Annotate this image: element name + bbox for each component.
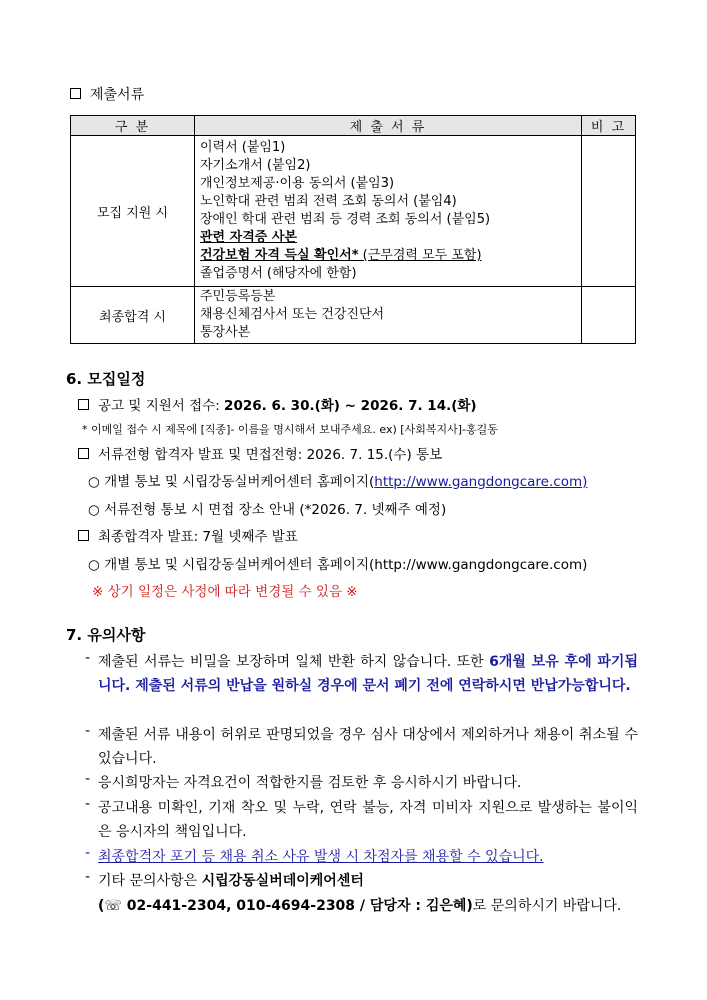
schedule-subitem-final-notice: ○ 개별 통보 및 시립강동실버케어센터 홈페이지(http://www.gangdongcare.com) (88, 557, 588, 573)
homepage-link[interactable]: http://www.gangdongcare.com) (374, 474, 588, 490)
application-label: 공고 및 지원서 접수: (98, 398, 225, 414)
bullet-dash: - (85, 845, 91, 861)
bullet-dash: - (85, 723, 91, 739)
schedule-subitem-notice (88, 470, 587, 490)
email-note: * 이메일 접수 시 제목에 [직종]- 이름을 명시해서 보내주세요. ex) [사회복지사]-홍길동 (82, 423, 498, 436)
document-item: 노인학대 관련 범죄 전력 조회 동의서 (붙임4) (200, 194, 457, 209)
document-item: 졸업증명서 (해당자에 한함) (200, 266, 357, 281)
remarks-cell (582, 136, 636, 287)
category-cell: 최종합격 시 (71, 287, 195, 344)
document-item-suffix: (근무경력 모두 포함) (358, 248, 482, 263)
note-highlight: 6개월 보유 후에 파기됩니다. 제출된 서류의 반납을 원하실 경우에 문서 폐기 전에 연락하시면 반납가능합니다. (98, 654, 638, 694)
document-item: 채용신체검사서 또는 건강진단서 (200, 307, 385, 322)
note-item-inquiry (98, 869, 638, 893)
submission-title-text: 제출서류 (90, 87, 145, 103)
note-item-documents (98, 650, 638, 698)
header-documents: 제 출 서 류 (195, 116, 582, 136)
table-row (71, 287, 636, 344)
document-item: 주민등록등본 (200, 289, 276, 304)
note-item-responsibility: 공고내용 미확인, 기재 착오 및 누락, 연락 불능, 자격 미비자 지원으로 발생하는 불이익은 응시자의 책임입니다. (98, 800, 638, 840)
remarks-cell (582, 287, 636, 344)
document-screening-text: 서류전형 합격자 발표 및 면접전형: 2026. 7. 15.(수) 통보 (98, 447, 443, 463)
checkbox-square-icon (78, 448, 89, 459)
bullet-dash: - (85, 771, 91, 787)
schedule-item-final (78, 525, 298, 545)
table-header-row (71, 116, 636, 136)
documents-cell (195, 136, 582, 287)
document-item: 이력서 (붙임1) (200, 140, 286, 155)
document-item: 통장사본 (200, 325, 251, 340)
contact-line (98, 894, 638, 918)
note-item-false-info: 제출된 서류 내용이 허위로 판명되었을 경우 심사 대상에서 제외하거나 채용이 취소될 수 있습니다. (98, 727, 638, 767)
contact-text: 로 문의하시기 바랍니다. (472, 898, 622, 914)
document-item-bold: 건강보험 자격 득실 확인서* (200, 248, 359, 263)
schedule-item-application (78, 394, 477, 414)
schedule-item-document-screening (78, 443, 442, 463)
table-row (71, 136, 636, 287)
note-text: 기타 문의사항은 (98, 873, 202, 889)
submission-table (70, 115, 636, 344)
application-dates: 2026. 6. 30.(화) ~ 2026. 7. 14.(화) (224, 398, 477, 414)
note-item-eligibility: 응시희망자는 자격요건이 적합한지를 검토한 후 응시하시기 바랍니다. (98, 775, 522, 791)
notes-heading: 7. 유의사항 (66, 626, 146, 644)
schedule-subitem-interview: ○ 서류전형 통보 시 면접 장소 안내 (*2026. 7. 넷째주 예정) (88, 502, 447, 518)
center-name: 시립강동실버데이케어센터 (201, 873, 364, 889)
header-category: 구 분 (71, 116, 195, 136)
bullet-dash: - (85, 796, 91, 812)
schedule-heading: 6. 모집일정 (66, 370, 146, 388)
schedule-caution: ※ 상기 일정은 사정에 따라 변경될 수 있음 ※ (92, 584, 358, 600)
document-item: 개인정보제공·이용 동의서 (붙임3) (200, 176, 395, 191)
checkbox-square-icon (70, 88, 81, 99)
header-remarks: 비 고 (582, 116, 636, 136)
category-cell: 모집 지원 시 (71, 136, 195, 287)
document-item: 자기소개서 (붙임2) (200, 158, 311, 173)
documents-cell (195, 287, 582, 344)
final-announcement-text: 최종합격자 발표: 7월 넷째주 발표 (98, 529, 298, 545)
checkbox-square-icon (78, 399, 89, 410)
document-item: 관련 자격증 사본 (200, 230, 297, 245)
checkbox-square-icon (78, 530, 89, 541)
submission-title (70, 84, 144, 104)
document-item (200, 247, 581, 265)
bullet-dash: - (85, 650, 91, 666)
note-text: 제출된 서류는 비밀을 보장하며 일체 반환 하지 않습니다. 또한 (98, 654, 490, 670)
document-item: 장애인 학대 관련 범죄 등 경력 조회 동의서 (붙임5) (200, 212, 491, 227)
bullet-dash: - (85, 869, 91, 885)
note-item-alternate: 최종합격자 포기 등 채용 취소 사유 발생 시 차점자를 채용할 수 있습니다. (98, 849, 544, 865)
notice-text: ○ 개별 통보 및 시립강동실버케어센터 홈페이지( (88, 474, 375, 490)
contact-info: (☏ 02-441-2304, 010-4694-2308 / 담당자 : 김은혜) (98, 898, 473, 914)
